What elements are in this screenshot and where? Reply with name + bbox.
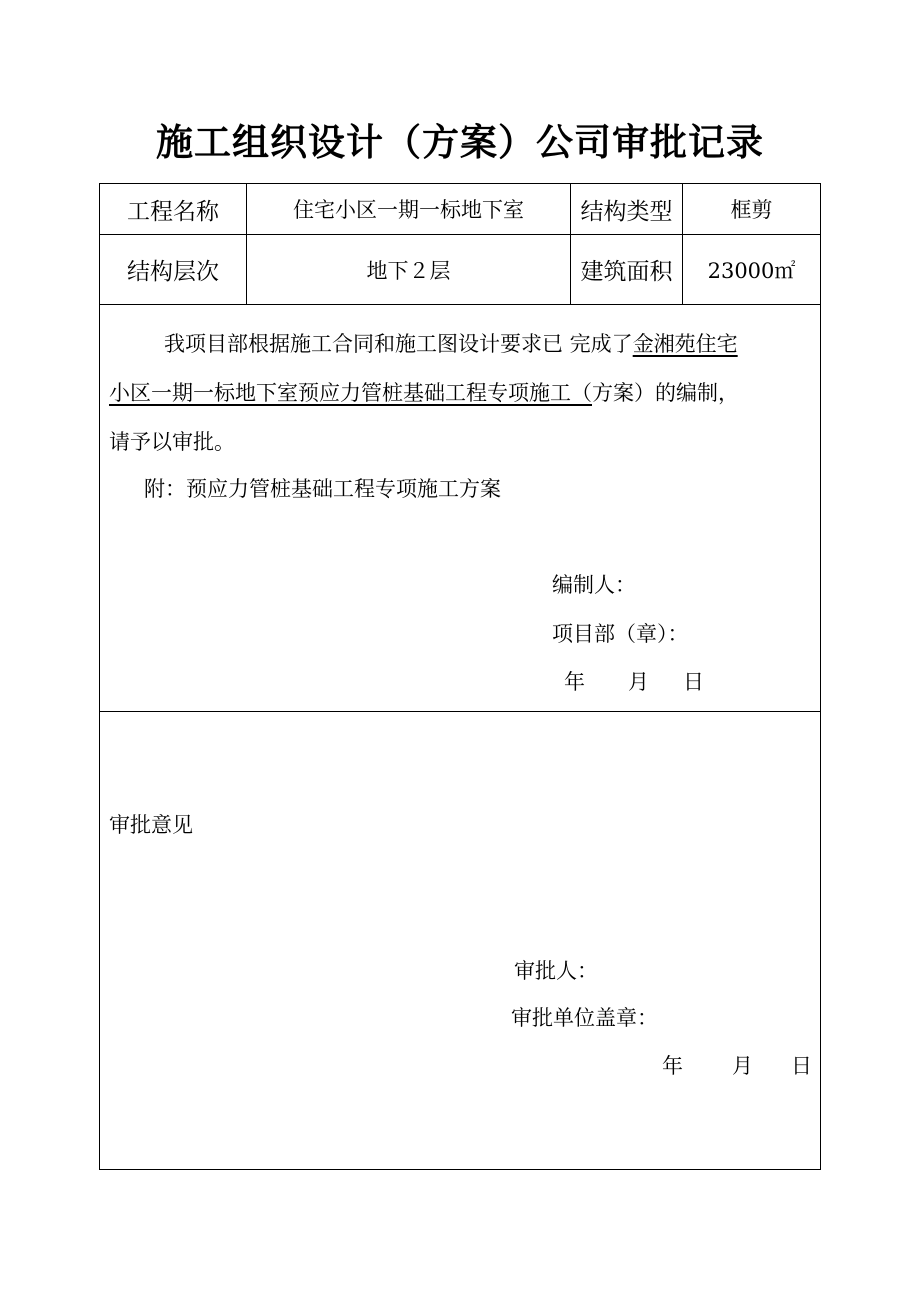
- approval-unit-seal-label: 审批单位盖章：: [511, 1006, 658, 1030]
- structure-type-value: 框剪: [730, 198, 773, 222]
- structure-floors-value: 地下２层: [366, 258, 451, 283]
- building-area-value: 23000㎡: [707, 258, 796, 283]
- project-name-value: 住宅小区一期一标地下室: [293, 198, 524, 222]
- project-name-label: 工程名称: [127, 198, 219, 225]
- submission-date-day: 日: [683, 670, 704, 694]
- submission-date-month: 月: [628, 670, 649, 694]
- project-title-underlined-2: 小区一期一标地下室预应力管桩基础工程专项施工（: [109, 381, 592, 405]
- submission-line-2-suffix: 方案）的编制，: [592, 381, 739, 405]
- approval-form-table: [99, 183, 821, 1170]
- submission-line-2: [109, 377, 739, 407]
- approval-date-year: 年: [662, 1054, 683, 1078]
- submission-line-1-prefix: 我项目部根据施工合同和施工图设计要求已 完成了: [164, 332, 633, 356]
- row-divider: [100, 711, 820, 712]
- structure-type-label: 结构类型: [580, 198, 673, 225]
- building-area-label: 建筑面积: [580, 259, 673, 285]
- attachment-note: 附：预应力管桩基础工程专项施工方案: [144, 477, 501, 501]
- submission-line-3: 请予以审批。: [109, 430, 235, 454]
- submission-date-year: 年: [564, 670, 585, 694]
- compiler-label: 编制人：: [552, 573, 636, 597]
- approval-date-day: 日: [791, 1054, 812, 1078]
- submission-line-1: [164, 328, 738, 358]
- project-dept-seal-label: 项目部（章）：: [552, 622, 689, 646]
- approval-date-month: 月: [732, 1054, 753, 1078]
- page-title: 施工组织设计（方案）公司审批记录: [156, 121, 764, 164]
- project-title-underlined-1: 金湘苑住宅: [632, 332, 738, 356]
- structure-floors-label: 结构层次: [127, 259, 219, 285]
- approval-opinion-label: 审批意见: [109, 813, 193, 837]
- approver-label: 审批人：: [514, 959, 598, 983]
- row-divider: [100, 304, 820, 305]
